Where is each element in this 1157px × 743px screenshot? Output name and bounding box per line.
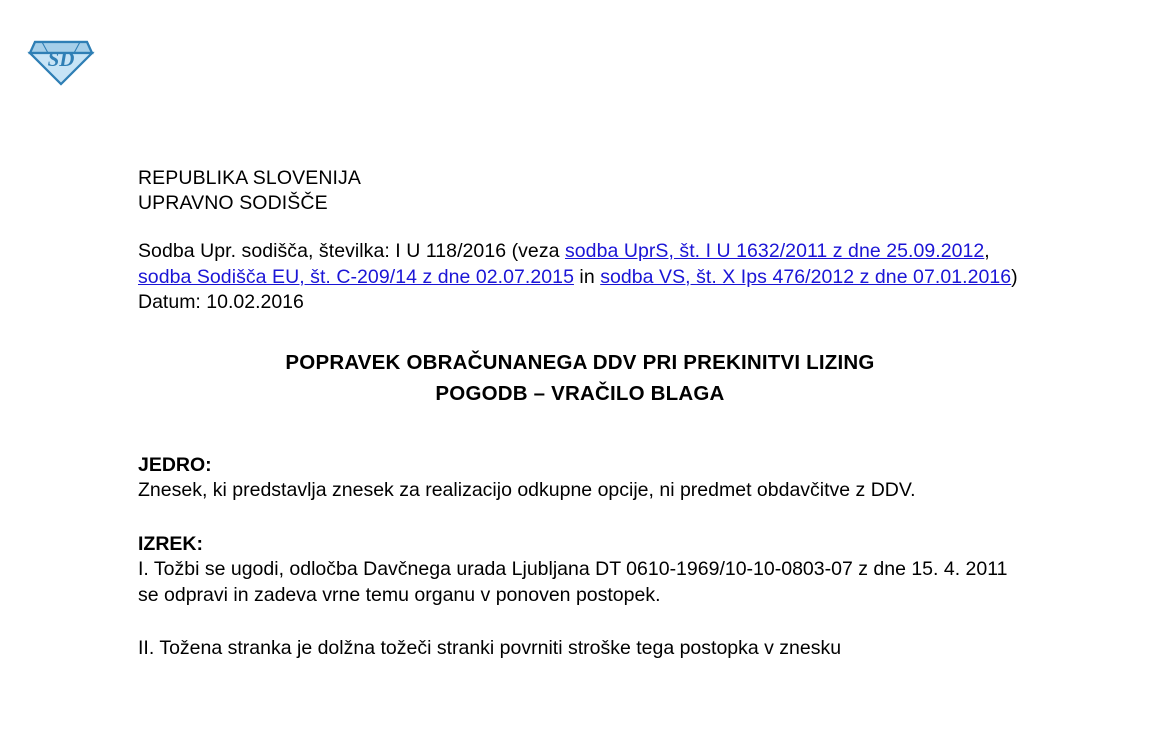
svg-text:SD: SD	[47, 47, 75, 71]
section-izrek-body: I. Tožbi se ugodi, odločba Davčnega urada Ljubljana DT 0610-1969/10-10-0803-07 z dne 15. 4. 2011 se odpravi in zadeva vrne temu organu v ponoven postopek.	[138, 558, 1008, 606]
paragraph-costs: II. Tožena stranka je dolžna tožeči stranki povrniti stroške tega postopka v znesku	[138, 637, 842, 659]
link-sodba-uprs[interactable]: sodba UprS, št. I U 1632/2011 z dne 25.09.2012	[564, 240, 985, 262]
sd-diamond-logo-icon	[22, 26, 100, 88]
link-sodba-sodisca-eu[interactable]: sodba Sodišča EU, št. C-209/14 z dne 02.07.2015	[138, 265, 574, 288]
document-date: Datum: 10.02.2016	[138, 291, 304, 313]
section-jedro	[138, 453, 1022, 504]
authority-line-2: UPRAVNO SODIŠČE	[138, 192, 328, 214]
reference-prefix: Sodba Upr. sodišča, številka: I U 118/2016 (veza	[138, 240, 565, 262]
reference-separator-2: in	[573, 265, 601, 288]
link-sodba-vs[interactable]: sodba VS, št. X Ips 476/2012 z dne 07.01.2016	[600, 265, 1012, 288]
section-jedro-label: JEDRO:	[138, 453, 212, 476]
page-title-line-2: POGODB – VRAČILO BLAGA	[435, 381, 725, 405]
reference-suffix: )	[1011, 265, 1018, 288]
reference-separator-1: ,	[984, 240, 990, 262]
page-title-line-1: POPRAVEK OBRAČUNANEGA DDV PRI PREKINITVI LIZING	[285, 350, 875, 374]
section-izrek	[138, 532, 1022, 609]
authority-line-1: REPUBLIKA SLOVENIJA	[138, 167, 361, 189]
spacer	[138, 216, 1022, 239]
issuing-authority	[138, 166, 1022, 216]
page-title	[138, 347, 1022, 409]
section-jedro-body: Znesek, ki predstavlja znesek za realizacijo odkupne opcije, ni predmet obdavčitve z DDV.	[138, 479, 916, 501]
case-reference	[138, 239, 1022, 290]
document-body	[138, 166, 1022, 662]
section-izrek-label: IZREK:	[138, 532, 203, 555]
